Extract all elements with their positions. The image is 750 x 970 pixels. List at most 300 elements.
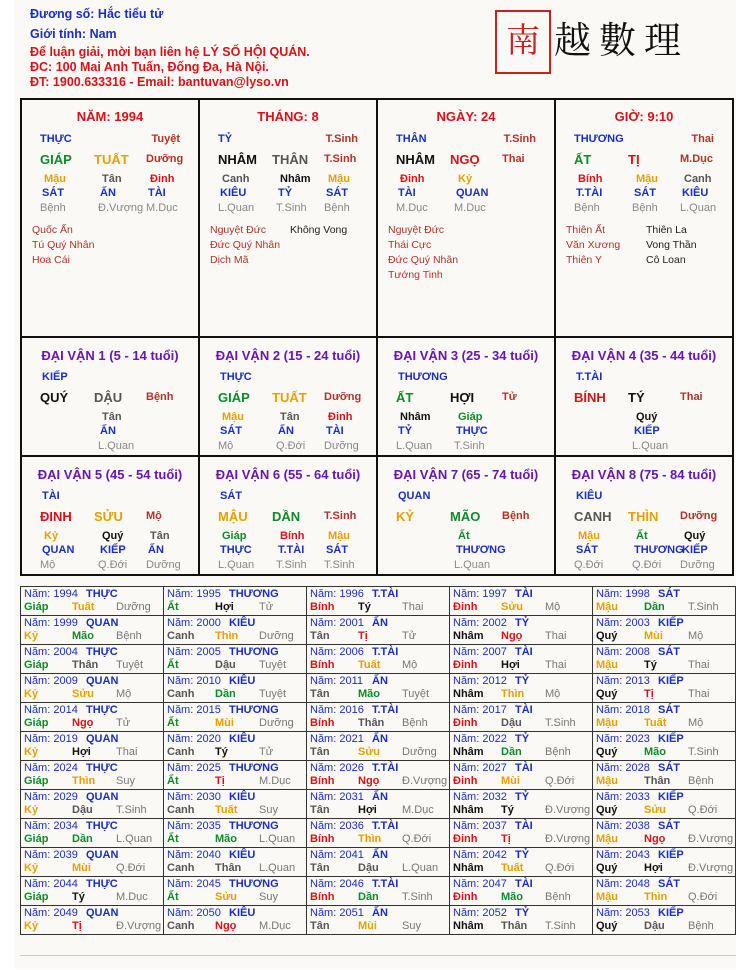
pillar-branch: NGỌ	[450, 152, 480, 167]
year-branch: Hợi	[644, 862, 663, 874]
year-label: Năm: 2035	[167, 820, 221, 832]
luck-hidden-phase: L.Quan	[632, 440, 669, 452]
year-label: Năm: 2008	[596, 646, 650, 658]
hidden-stem: Mậu	[636, 173, 658, 185]
year-phase: Mộ	[688, 717, 704, 729]
year-stem: Kỷ	[24, 688, 39, 700]
year-phase: Tử	[259, 601, 274, 613]
year-label: Năm: 2025	[167, 762, 221, 774]
year-stem: Giáp	[24, 891, 49, 903]
year-god: TỶ	[515, 907, 530, 919]
year-god: T.TÀI	[372, 588, 399, 600]
star-right: Không Vong	[290, 224, 348, 236]
luck-hidden-stem: Mậu	[328, 530, 350, 542]
luck-god: QUAN	[398, 490, 431, 502]
luck-hidden-god: KIẾP	[634, 425, 660, 437]
year-stem: Ất	[167, 891, 179, 903]
year-phase: Mộ	[116, 688, 132, 700]
year-phase: Đ.Vượng	[116, 920, 162, 932]
luck-hidden-stem: Bính	[280, 530, 305, 542]
name-line: Đương số: Hắc tiểu tử	[30, 7, 164, 21]
luck-hidden-stem: Ất	[458, 530, 470, 542]
year-stem: Kỷ	[24, 862, 39, 874]
luck-god: KIÊU	[576, 490, 603, 502]
luck-hidden-stem: Giáp	[222, 530, 247, 542]
luck-title: ĐẠI VẬN 2 (15 - 24 tuổi)	[215, 348, 361, 363]
year-branch: Sửu	[358, 746, 381, 758]
luck-phase: Bệnh	[146, 391, 174, 403]
luck-hidden-phase: Q.Đới	[632, 559, 662, 571]
year-branch: Thìn	[501, 688, 525, 700]
year-label: Năm: 2040	[167, 849, 221, 861]
pillar-branch-phase-top: T.Sinh	[503, 133, 536, 145]
year-cell	[307, 616, 450, 645]
year-god: TỶ	[515, 733, 530, 745]
star-left: Hoa Cái	[32, 254, 70, 266]
year-god: TÀI	[515, 704, 533, 716]
year-stem: Ất	[167, 659, 179, 671]
year-row	[21, 703, 736, 732]
pillar-branch: TUẤT	[94, 152, 129, 167]
luck-cell	[556, 338, 732, 457]
year-god: KIÊU	[229, 617, 256, 629]
luck-hidden-stem: Kỷ	[44, 530, 59, 542]
year-stem: Tân	[310, 688, 330, 700]
year-branch: Mùi	[644, 630, 663, 642]
year-god: KIẾP	[658, 791, 684, 803]
year-branch: Mão	[358, 688, 380, 700]
year-branch: Ngọ	[358, 775, 380, 787]
year-cell	[593, 587, 736, 616]
year-god: KIÊU	[229, 907, 256, 919]
year-cell	[164, 877, 307, 906]
year-stem: Canh	[167, 862, 195, 874]
pillar-stem: NHÂM	[218, 152, 257, 167]
luck-stem: QUÝ	[40, 390, 69, 405]
year-label: Năm: 2005	[167, 646, 221, 658]
pillar-phase: Thai	[502, 153, 525, 165]
luck-hidden-god: TỶ	[398, 425, 413, 437]
luck-branch: TUẤT	[272, 390, 307, 405]
luck-hidden-stem: Quý	[636, 411, 658, 423]
year-stem: Giáp	[24, 659, 49, 671]
luck-hidden-god: T.TÀI	[278, 544, 305, 556]
year-god: QUAN	[86, 617, 119, 629]
pillar-stem-god: THỰC	[40, 133, 72, 145]
year-cell	[307, 587, 450, 616]
year-god: KIÊU	[229, 791, 256, 803]
year-branch: Tị	[215, 775, 225, 787]
luck-title: ĐẠI VẬN 6 (55 - 64 tuổi)	[215, 467, 361, 482]
year-phase: Thai	[688, 659, 710, 671]
hidden-stem: Canh	[222, 173, 250, 185]
luck-cell	[22, 457, 200, 576]
year-branch: Dậu	[358, 862, 379, 874]
year-branch: Tuất	[358, 659, 381, 671]
year-god: THỰC	[86, 588, 118, 600]
year-stem: Kỷ	[24, 920, 39, 932]
year-row	[21, 587, 736, 616]
luck-hidden-phase: Mộ	[40, 559, 56, 571]
year-god: TÀI	[515, 820, 533, 832]
year-phase: Q.Đới	[116, 862, 146, 874]
year-cell	[450, 761, 593, 790]
luck-title: ĐẠI VẬN 3 (25 - 34 tuổi)	[393, 348, 539, 363]
year-cell	[307, 674, 450, 703]
year-branch: Dậu	[501, 717, 522, 729]
year-phase: Mộ	[545, 688, 561, 700]
luck-phase: Bệnh	[502, 510, 530, 522]
year-label: Năm: 1997	[453, 588, 507, 600]
year-branch: Dần	[358, 891, 379, 903]
year-stem: Canh	[167, 746, 195, 758]
year-stem: Ất	[167, 601, 179, 613]
year-cell	[164, 819, 307, 848]
year-row	[21, 790, 736, 819]
year-phase: Đ.Vượng	[688, 833, 734, 845]
pillar-stem: ẤT	[574, 152, 592, 167]
year-branch: Tý	[358, 601, 371, 613]
year-god: THỰC	[86, 878, 118, 890]
year-cell	[21, 616, 164, 645]
year-cell	[307, 877, 450, 906]
year-branch: Thân	[215, 862, 242, 874]
luck-hidden-god: THƯƠNG	[634, 544, 684, 556]
year-stem: Ất	[167, 717, 179, 729]
year-cell	[164, 703, 307, 732]
year-branch: Tý	[644, 659, 657, 671]
year-stem: Mậu	[596, 601, 618, 613]
luck-god: TÀI	[42, 490, 60, 502]
year-stem: Tân	[310, 630, 330, 642]
year-god: TÀI	[515, 762, 533, 774]
year-branch: Thân	[72, 659, 99, 671]
year-cell	[450, 819, 593, 848]
hidden-stem: Bính	[578, 173, 603, 185]
pillar-cell	[556, 100, 732, 338]
year-stem: Giáp	[24, 601, 49, 613]
year-cell	[21, 674, 164, 703]
year-phase: Bệnh	[688, 920, 714, 932]
year-cell	[593, 674, 736, 703]
luck-hidden-stem: Giáp	[458, 411, 483, 423]
year-god: SÁT	[658, 588, 680, 600]
year-label: Năm: 2044	[24, 878, 78, 890]
luck-hidden-phase: Q.Đới	[276, 440, 306, 452]
luck-hidden-stem: Tân	[280, 411, 300, 423]
year-stem: Đinh	[453, 659, 478, 671]
luck-hidden-phase: Q.Đới	[574, 559, 604, 571]
year-stem: Quý	[596, 746, 618, 758]
hidden-god: KIÊU	[220, 187, 247, 199]
year-god: T.TÀI	[372, 762, 399, 774]
year-god: THƯƠNG	[229, 704, 279, 716]
year-god: TÀI	[515, 878, 533, 890]
year-branch: Mùi	[501, 775, 520, 787]
year-phase: Dưỡng	[259, 717, 294, 729]
year-cell	[593, 877, 736, 906]
year-label: Năm: 2023	[596, 733, 650, 745]
luck-hidden-phase: Mộ	[218, 440, 234, 452]
year-cell	[164, 645, 307, 674]
phone-line: ĐT: 1900.633316 - Email: bantuvan@lyso.vn	[30, 75, 289, 89]
hidden-phase: Bệnh	[40, 202, 66, 214]
year-cell	[164, 848, 307, 877]
year-stem: Đinh	[453, 891, 478, 903]
year-branch: Mão	[72, 630, 94, 642]
year-label: Năm: 2032	[453, 791, 507, 803]
year-branch: Tuất	[644, 717, 667, 729]
year-branch: Thìn	[72, 775, 96, 787]
year-branch: Thìn	[358, 833, 382, 845]
year-god: ẤN	[372, 733, 388, 745]
luck-hidden-phase: Dưỡng	[324, 440, 359, 452]
luck-phase: Tử	[502, 391, 517, 403]
year-god: TÀI	[515, 588, 533, 600]
year-cell	[450, 703, 593, 732]
year-god: KIẾP	[658, 617, 684, 629]
year-row	[21, 761, 736, 790]
year-branch: Sửu	[215, 891, 238, 903]
year-stem: Tân	[310, 862, 330, 874]
year-stem: Bính	[310, 833, 335, 845]
star-left: Tướng Tinh	[388, 269, 443, 281]
year-god: SÁT	[658, 704, 680, 716]
hidden-god: TÀI	[398, 187, 416, 199]
year-god: QUAN	[86, 791, 119, 803]
year-phase: Mộ	[688, 630, 704, 642]
hidden-phase: L.Quan	[680, 202, 717, 214]
year-phase: M.Dục	[116, 891, 148, 903]
year-god: ẤN	[372, 849, 388, 861]
year-label: Năm: 2017	[453, 704, 507, 716]
year-row	[21, 616, 736, 645]
year-cell	[593, 703, 736, 732]
star-right: Thiên La	[646, 224, 687, 236]
year-god: ẤN	[372, 675, 388, 687]
year-phase: M.Dục	[259, 920, 291, 932]
year-row	[21, 645, 736, 674]
luck-phase: Dưỡng	[324, 391, 362, 403]
year-phase: Dưỡng	[259, 630, 294, 642]
chart-grid	[20, 98, 734, 576]
year-label: Năm: 2004	[24, 646, 78, 658]
year-label: Năm: 2051	[310, 907, 364, 919]
year-phase: Đ.Vượng	[545, 804, 591, 816]
luck-hidden-phase: L.Quan	[396, 440, 433, 452]
year-label: Năm: 1999	[24, 617, 78, 629]
year-god: T.TÀI	[372, 878, 399, 890]
year-phase: Thai	[545, 659, 567, 671]
year-cell	[164, 674, 307, 703]
year-label: Năm: 2006	[310, 646, 364, 658]
year-god: THỰC	[86, 704, 118, 716]
year-god: TÀI	[515, 646, 533, 658]
year-row	[21, 848, 736, 877]
year-stem: Nhâm	[453, 920, 484, 932]
luck-hidden-god: KIẾP	[100, 544, 126, 556]
year-branch: Tý	[501, 804, 514, 816]
year-god: SÁT	[658, 762, 680, 774]
pillar-branch: TỊ	[628, 152, 640, 167]
star-left: Văn Xương	[566, 239, 621, 251]
luck-hidden-god: SÁT	[326, 544, 348, 556]
luck-hidden-god: THỰC	[456, 425, 488, 437]
luck-phase: T.Sinh	[324, 510, 357, 522]
luck-branch: HỢI	[450, 390, 475, 405]
year-god: THỰC	[86, 762, 118, 774]
pillar-stem-god: THƯƠNG	[574, 133, 624, 145]
year-branch: Hợi	[358, 804, 377, 816]
star-left: Thiên Y	[566, 254, 602, 266]
star-left: Nguyệt Đức	[388, 224, 445, 236]
year-label: Năm: 1998	[596, 588, 650, 600]
year-god: KIẾP	[658, 849, 684, 861]
year-god: THƯƠNG	[229, 646, 279, 658]
year-branch: Dậu	[644, 920, 665, 932]
year-label: Năm: 2029	[24, 791, 78, 803]
hidden-god: SÁT	[634, 187, 656, 199]
luck-hidden-god: ẤN	[148, 544, 164, 556]
hidden-phase: Bệnh	[324, 202, 350, 214]
year-phase: T.Sinh	[688, 601, 719, 613]
year-stem: Bính	[310, 717, 335, 729]
year-god: SÁT	[658, 820, 680, 832]
luck-hidden-stem: Quý	[102, 530, 124, 542]
hidden-god: TỶ	[278, 187, 293, 199]
luck-hidden-god: SÁT	[220, 425, 242, 437]
luck-god: SÁT	[220, 490, 242, 502]
year-god: TỶ	[515, 675, 530, 687]
luck-hidden-phase: Dưỡng	[680, 559, 715, 571]
luck-title: ĐẠI VẬN 5 (45 - 54 tuổi)	[37, 467, 183, 482]
year-phase: Tử	[116, 717, 131, 729]
luck-hidden-god: TÀI	[326, 425, 344, 437]
year-stem: Đinh	[453, 775, 478, 787]
luck-title: ĐẠI VẬN 7 (65 - 74 tuổi)	[393, 467, 539, 482]
year-cell	[21, 790, 164, 819]
pillar-stem: NHÂM	[396, 152, 435, 167]
year-branch: Hợi	[72, 746, 91, 758]
year-phase: Đ.Vượng	[402, 775, 448, 787]
luck-hidden-god: QUAN	[42, 544, 75, 556]
year-god: QUAN	[86, 675, 119, 687]
year-label: Năm: 2001	[310, 617, 364, 629]
star-left: Dịch Mã	[210, 254, 249, 266]
year-god: KIÊU	[229, 675, 256, 687]
year-row	[21, 674, 736, 703]
year-row	[21, 877, 736, 906]
year-label: Năm: 2043	[596, 849, 650, 861]
year-cell	[450, 790, 593, 819]
year-phase: Dưỡng	[402, 746, 437, 758]
year-god: T.TÀI	[372, 646, 399, 658]
year-cell	[164, 616, 307, 645]
year-branch: Ngọ	[215, 920, 237, 932]
year-label: Năm: 2027	[453, 762, 507, 774]
pillar-branch: THÂN	[272, 152, 309, 167]
year-label: Năm: 2034	[24, 820, 78, 832]
year-branch: Dần	[72, 833, 93, 845]
pillar-cell	[200, 100, 378, 338]
year-label: Năm: 2038	[596, 820, 650, 832]
luck-hidden-stem: Ất	[636, 530, 648, 542]
year-branch: Mùi	[72, 862, 91, 874]
year-cell	[307, 906, 450, 935]
year-branch: Dần	[501, 746, 522, 758]
year-phase: T.Sinh	[545, 920, 576, 932]
year-phase: T.Sinh	[402, 891, 433, 903]
year-label: Năm: 2009	[24, 675, 78, 687]
year-label: Năm: 2019	[24, 733, 78, 745]
hidden-phase: Bệnh	[574, 202, 600, 214]
year-phase: Suy	[402, 920, 421, 932]
year-phase: Bệnh	[688, 775, 714, 787]
hidden-phase: Đ.Vượng	[98, 202, 144, 214]
year-stem: Canh	[167, 630, 195, 642]
year-stem: Quý	[596, 688, 618, 700]
pillar-cell	[378, 100, 556, 338]
year-branch: Thìn	[215, 630, 239, 642]
luck-hidden-god: THƯƠNG	[456, 544, 506, 556]
year-stem: Mậu	[596, 717, 618, 729]
year-branch: Tuất	[501, 862, 524, 874]
year-phase: Mộ	[545, 601, 561, 613]
year-cell	[21, 848, 164, 877]
luck-title: ĐẠI VẬN 1 (5 - 14 tuổi)	[41, 348, 179, 363]
year-stem: Giáp	[24, 775, 49, 787]
star-left: Thái Cực	[388, 239, 432, 251]
yearly-table	[20, 586, 736, 935]
luck-hidden-stem: Đinh	[328, 411, 353, 423]
luck-hidden-god: SÁT	[576, 544, 598, 556]
year-stem: Nhâm	[453, 804, 484, 816]
luck-cell	[556, 457, 732, 576]
year-branch: Thân	[644, 775, 671, 787]
year-god: THƯƠNG	[229, 762, 279, 774]
year-god: KIÊU	[229, 849, 256, 861]
year-cell	[593, 848, 736, 877]
year-branch: Tị	[358, 630, 368, 642]
footer-strip	[20, 955, 736, 970]
year-phase: Suy	[259, 891, 278, 903]
year-phase: Suy	[116, 775, 135, 787]
year-cell	[164, 906, 307, 935]
year-god: QUAN	[86, 849, 119, 861]
year-phase: Tuyệt	[402, 688, 430, 700]
year-phase: Dưỡng	[116, 601, 151, 613]
year-phase: Đ.Vượng	[545, 833, 591, 845]
luck-cell	[200, 457, 378, 576]
contact-line: Để luận giải, mời bạn liên hệ LÝ SỐ HỘI QUÁN.	[30, 45, 310, 59]
year-label: Năm: 2010	[167, 675, 221, 687]
year-phase: T.Sinh	[688, 746, 719, 758]
year-label: Năm: 2030	[167, 791, 221, 803]
year-stem: Tân	[310, 920, 330, 932]
year-cell	[593, 906, 736, 935]
year-stem: Đinh	[453, 833, 478, 845]
year-stem: Nhâm	[453, 688, 484, 700]
year-stem: Bính	[310, 775, 335, 787]
hidden-stem: Tân	[102, 173, 122, 185]
year-cell	[164, 761, 307, 790]
year-cell	[307, 790, 450, 819]
year-label: Năm: 2018	[596, 704, 650, 716]
year-branch: Ngọ	[501, 630, 523, 642]
year-phase: L.Quan	[259, 833, 296, 845]
year-phase: Suy	[259, 804, 278, 816]
luck-branch: DẦN	[272, 509, 301, 524]
